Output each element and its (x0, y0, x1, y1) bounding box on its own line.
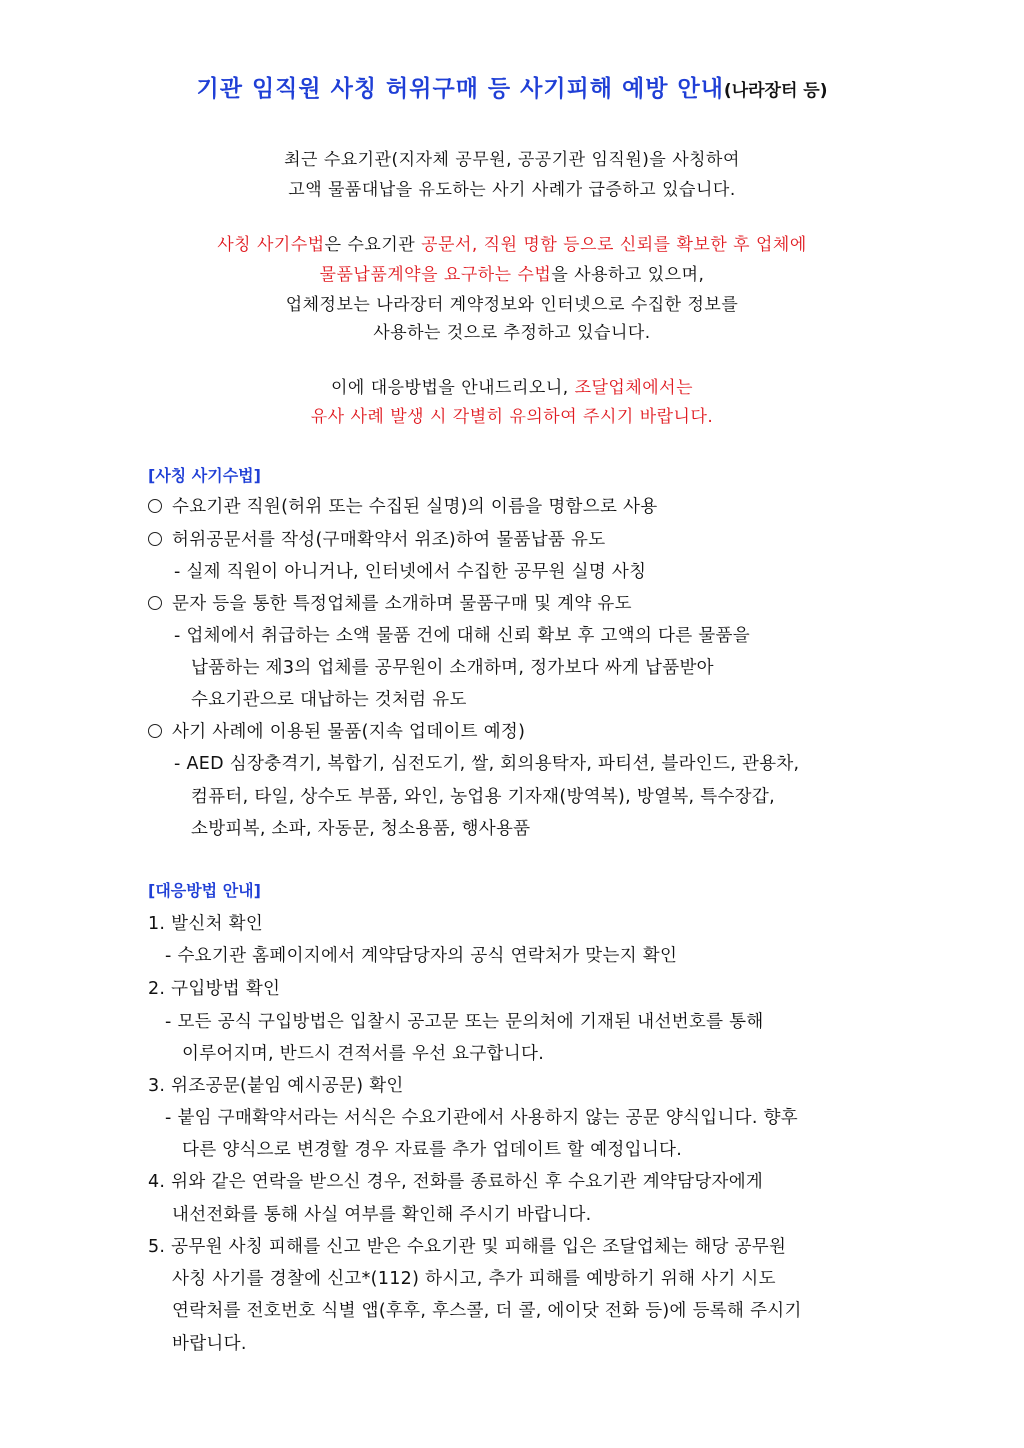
notice-red-a: 조달업체에서는 (574, 378, 694, 398)
method-para-line-3: 업체정보는 나라장터 계약정보와 인터넷으로 수집한 정보를 (285, 295, 739, 315)
section1-item-1 (148, 493, 657, 518)
section1-sub-2a: - 업체에서 취급하는 소액 물품 건에 대해 신뢰 확보 후 고액의 다른 물품을 (174, 626, 750, 646)
section1-item-text: 사기 사례에 이용된 물품(지속 업데이트 예정) (172, 722, 526, 742)
method-para-line-1 (0, 230, 1024, 255)
section1-sub-1: - 실제 직원이 아니거나, 인터넷에서 수집한 공무원 실명 사칭 (174, 562, 647, 582)
document-title (0, 70, 1024, 103)
notice-para-line-2: 유사 사례 발생 시 각별히 유의하여 주시기 바랍니다. (310, 407, 714, 427)
circle-bullet-icon (148, 499, 162, 513)
section1-item-text: 허위공문서를 작성(구매확약서 위조)하여 물품납품 유도 (172, 530, 606, 550)
section1-item-3 (148, 590, 632, 615)
section2-step-4b: 내선전화를 통해 사실 여부를 확인해 주시기 바랍니다. (172, 1205, 592, 1225)
method-red-a: 사칭 사기수법 (217, 235, 325, 255)
section1-heading: [사칭 사기수법] (148, 466, 261, 485)
section2-step-3: 3. 위조공문(붙임 예시공문) 확인 (148, 1076, 404, 1096)
notice-para-line-1 (0, 373, 1024, 398)
section2-step-3-detail-b: 다른 양식으로 변경할 경우 자료를 추가 업데이트 할 예정입니다. (182, 1140, 683, 1160)
method-para-line-2 (0, 260, 1024, 285)
section2-step-2-detail-a: - 모든 공식 구입방법은 입찰시 공고문 또는 문의처에 기재된 내선번호를 통해 (165, 1012, 764, 1032)
section1-sub-2c: 수요기관으로 대납하는 것처럼 유도 (191, 690, 467, 710)
circle-bullet-icon (148, 532, 162, 546)
section2-step-5b: 사칭 사기를 경찰에 신고*(112) 하시고, 추가 피해를 예방하기 위해 사기 시도 (172, 1269, 776, 1289)
section1-sub-3c: 소방피복, 소파, 자동문, 청소용품, 행사용품 (191, 819, 531, 839)
section2-step-3-detail-a: - 붙임 구매확약서라는 서식은 수요기관에서 사용하지 않는 공문 양식입니다. 향후 (165, 1108, 799, 1128)
section2-step-2: 2. 구입방법 확인 (148, 979, 281, 999)
section1-item-2 (148, 526, 605, 551)
circle-bullet-icon (148, 724, 162, 738)
section2-step-5c: 연락처를 전호번호 식별 앱(후후, 후스콜, 더 콜, 에이닷 전화 등)에 등록해 주시기 (172, 1301, 802, 1321)
circle-bullet-icon (148, 596, 162, 610)
notice-black: 이에 대응방법을 안내드리오니, (330, 378, 575, 398)
method-black-a: 은 수요기관 (324, 235, 422, 255)
section1-item-text: 수요기관 직원(허위 또는 수집된 실명)의 이름을 명함으로 사용 (172, 497, 658, 517)
section1-sub-3b: 컴퓨터, 타일, 상수도 부품, 와인, 농업용 기자재(방역복), 방열복, 특수장갑, (191, 787, 775, 807)
intro-line-2: 고액 물품대납을 유도하는 사기 사례가 급증하고 있습니다. (288, 180, 736, 200)
title-main: 기관 임직원 사칭 허위구매 등 사기피해 예방 안내 (196, 76, 724, 102)
section2-step-1: 1. 발신처 확인 (148, 914, 264, 934)
method-black-b: 을 사용하고 있으며, (551, 265, 705, 285)
section2-heading: [대응방법 안내] (148, 881, 261, 900)
section2-step-4a: 4. 위와 같은 연락을 받으신 경우, 전화를 종료하신 후 수요기관 계약담당자에게 (148, 1172, 764, 1192)
intro-line-1: 최근 수요기관(지자체 공무원, 공공기관 임직원)을 사칭하여 (284, 150, 740, 170)
section2-step-5a: 5. 공무원 사칭 피해를 신고 받은 수요기관 및 피해를 입은 조달업체는 해당 공무원 (148, 1237, 787, 1257)
section2-step-5d: 바랍니다. (172, 1334, 247, 1354)
section1-item-text: 문자 등을 통한 특정업체를 소개하며 물품구매 및 계약 유도 (172, 594, 632, 614)
section1-item-4 (148, 718, 525, 743)
section2-step-1-detail: - 수요기관 홈페이지에서 계약담당자의 공식 연락처가 맞는지 확인 (165, 946, 678, 966)
section2-step-2-detail-b: 이루어지며, 반드시 견적서를 우선 요구합니다. (182, 1044, 545, 1064)
title-sub: (나라장터 등) (723, 81, 828, 101)
section1-sub-2b: 납품하는 제3의 업체를 공무원이 소개하며, 정가보다 싸게 납품받아 (191, 658, 714, 678)
method-red-b: 공문서, 직원 명함 등으로 신뢰를 확보한 후 업체에 (421, 235, 807, 255)
method-red-c: 물품납품계약을 요구하는 수법 (319, 265, 552, 285)
method-para-line-4: 사용하는 것으로 추정하고 있습니다. (373, 323, 651, 343)
section1-sub-3a: - AED 심장충격기, 복합기, 심전도기, 쌀, 회의용탁자, 파티션, 블라인드, 관용차, (174, 754, 800, 774)
